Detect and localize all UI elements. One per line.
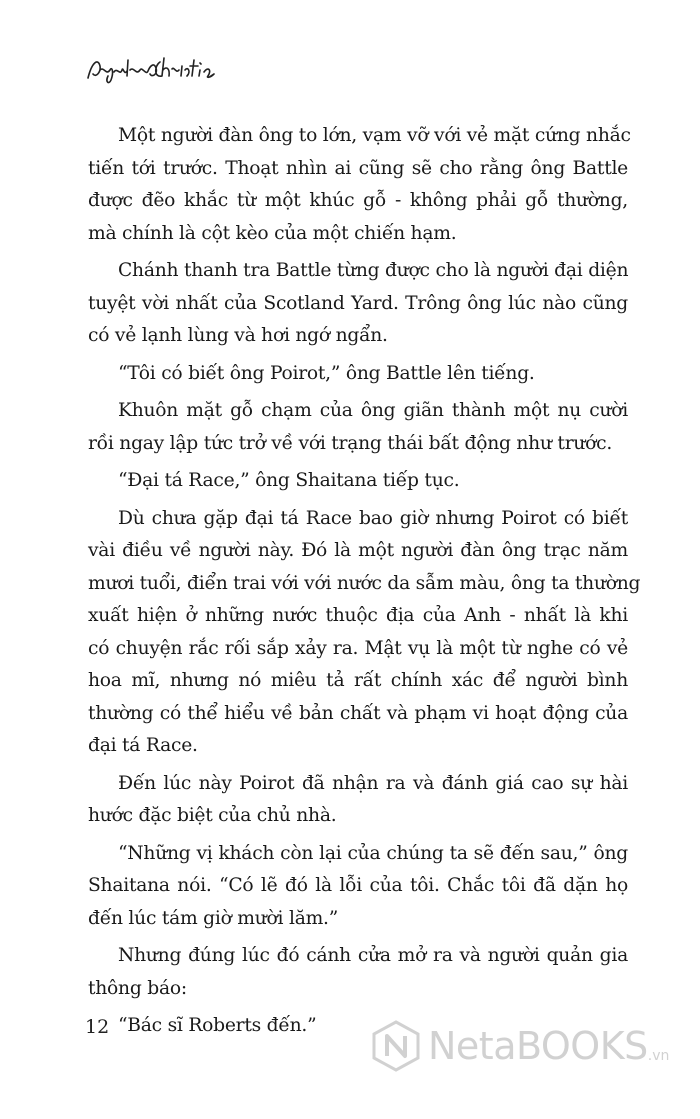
neta-logo-icon (372, 1020, 420, 1072)
text-line: Nhưng đúng lúc đó cánh cửa mở ra và người quản gia (118, 945, 628, 966)
text-line: có vẻ lạnh lùng và hơi ngớ ngẩn. (88, 325, 388, 346)
text-line: thông báo: (88, 977, 187, 999)
text-line: đại tá Race. (88, 735, 198, 756)
page-number: 12 (85, 1016, 110, 1038)
watermark-tld: .vn (647, 1048, 670, 1064)
text-line: đến lúc tám giờ mười lăm.” (88, 907, 339, 929)
text-line: thường có thể hiểu về bản chất và phạm vi hoạt động của (88, 702, 628, 724)
text-line: Đến lúc này Poirot đã nhận ra và đánh giá cao sự hài (118, 772, 628, 794)
signature-icon (84, 52, 234, 86)
chapter-body-text (88, 120, 641, 1043)
netabooks-watermark (372, 1020, 669, 1072)
text-line: vài điều về người này. Đó là một người đàn ông trạc năm (88, 540, 628, 561)
text-line: Khuôn mặt gỗ chạm của ông giãn thành một nụ cười (118, 400, 628, 421)
text-line: Shaitana nói. “Có lẽ đó là lỗi của tôi. Chắc tôi đã dặn họ (88, 875, 628, 896)
text-line: được đẽo khắc từ một khúc gỗ - không phải gỗ thường, (88, 190, 628, 211)
text-line: “Đại tá Race,” ông Shaitana tiếp tục. (118, 470, 460, 491)
text-line: xuất hiện ở những nước thuộc địa của Anh - nhất là khi (88, 605, 628, 626)
text-line: mà chính là cột kèo của một chiến hạm. (88, 222, 457, 244)
text-line: tuyệt vời nhất của Scotland Yard. Trông ông lúc nào cũng (88, 292, 628, 314)
text-line: rồi ngay lập tức trở về với trạng thái bất động như trước. (88, 432, 613, 454)
text-line: mươi tuổi, điển trai với với nước da sẫm màu, ông ta thường (88, 572, 641, 594)
text-line: Dù chưa gặp đại tá Race bao giờ nhưng Poirot có biết (118, 507, 628, 529)
text-line: “Bác sĩ Roberts đến.” (118, 1015, 317, 1036)
text-line: Chánh thanh tra Battle từng được cho là người đại diện (118, 260, 629, 281)
text-line: “Tôi có biết ông Poirot,” ông Battle lên tiếng. (118, 362, 535, 384)
text-line: hước đặc biệt của chủ nhà. (88, 805, 337, 826)
text-line: hoa mĩ, nhưng nó miêu tả rất chính xác để người bình (88, 670, 628, 691)
text-line: “Những vị khách còn lại của chúng ta sẽ đến sau,” ông (118, 842, 628, 864)
text-line: có chuyện rắc rối sắp xảy ra. Mật vụ là một từ nghe có vẻ (88, 637, 628, 659)
text-line: tiến tới trước. Thoạt nhìn ai cũng sẽ cho rằng ông Battle (88, 157, 628, 179)
watermark-brand: NetaBOOKS (428, 1024, 648, 1068)
text-line: Một người đàn ông to lớn, vạm vỡ với vẻ mặt cứng nhắc (118, 125, 631, 146)
author-signature-logo (84, 52, 234, 91)
